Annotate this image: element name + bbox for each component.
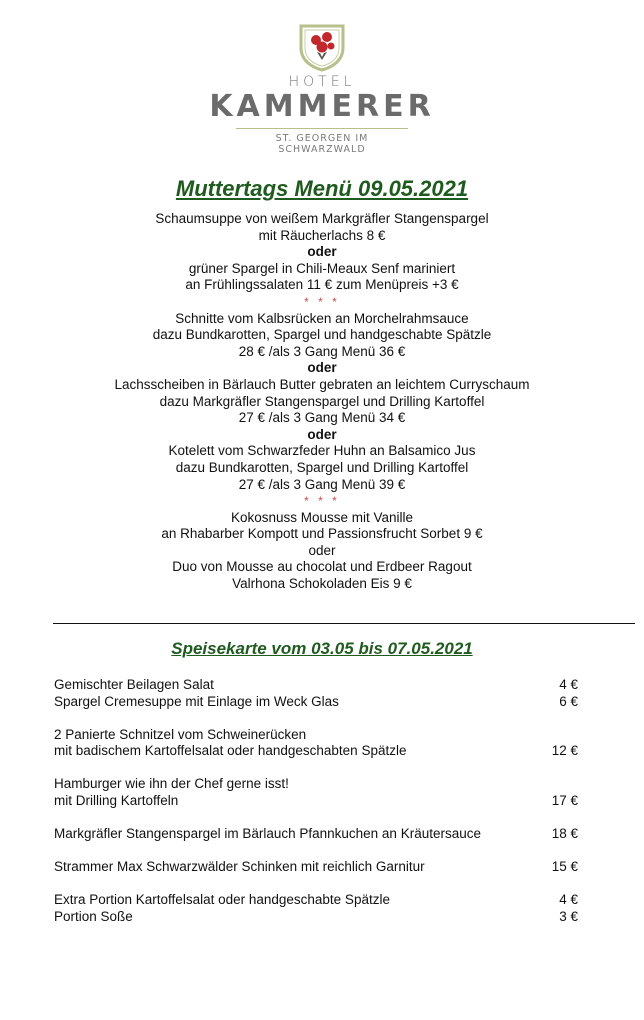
menu-line: Schnitte vom Kalbsrücken an Morchelrahmsauce: [175, 310, 469, 326]
menu-line: grüner Spargel in Chili-Meaux Senf mariniert: [188, 260, 456, 276]
menu-line: Duo von Mousse au chocolat und Erdbeer Ragout: [172, 559, 472, 575]
menu-or-label: oder: [307, 426, 337, 442]
menu-line: 27 € /als 3 Gang Menü 39 €: [238, 476, 406, 492]
menu-item-price: 12 €: [551, 743, 578, 759]
menu-item-price: 4 €: [559, 892, 578, 908]
menu-item-group: [54, 776, 578, 809]
menu-item-price: 6 €: [559, 693, 578, 709]
menu-item-row: [54, 677, 578, 694]
menu-line: dazu Markgräfler Stangenspargel und Drilling Kartoffel: [159, 393, 485, 409]
menu-item-row: [54, 694, 578, 711]
menu-item-price: 18 €: [551, 826, 578, 842]
menu-or-label: oder: [307, 360, 337, 376]
menu-line: mit Räucherlachs 8 €: [258, 227, 386, 243]
section-divider: [53, 623, 635, 624]
menu-item-price: 3 €: [559, 908, 578, 924]
menu-item-text: Hamburger wie ihn der Chef gerne isst!: [54, 776, 289, 792]
menu-line: oder: [308, 542, 336, 558]
menu-line: an Rhabarber Kompott und Passionsfrucht Sorbet 9 €: [161, 526, 483, 542]
menu-line: 28 € /als 3 Gang Menü 36 €: [238, 343, 406, 359]
hotel-crest-icon: [297, 22, 347, 72]
menu-line: an Frühlingssalaten 11 € zum Menüpreis +3 €: [185, 277, 459, 293]
menu-item-text: 2 Panierte Schnitzel vom Schweinerücken: [54, 726, 307, 742]
menu-line: Kokosnuss Mousse mit Vanille: [230, 509, 414, 525]
menu-item-group: [54, 727, 578, 760]
mothers-day-menu: [0, 175, 644, 593]
menu-item-row: [54, 859, 578, 876]
menu-item-text: Spargel Cremesuppe mit Einlage im Weck Glas: [54, 693, 339, 709]
special-menu-lines: [0, 211, 644, 593]
menu-item-group: [54, 826, 578, 843]
menu-line: dazu Bundkarotten, Spargel und handgeschabte Spätzle: [152, 327, 492, 343]
menu-item-text: Portion Soße: [54, 908, 133, 924]
weekly-menu: [54, 677, 578, 942]
menu-item-row: [54, 892, 578, 909]
menu-item-row: [54, 826, 578, 843]
menu-line: Kotelett vom Schwarzfeder Huhn an Balsamico Jus: [168, 443, 476, 459]
hotel-logo: [0, 22, 644, 157]
menu-item-text: Strammer Max Schwarzwälder Schinken mit reichlich Garnitur: [54, 859, 425, 875]
menu-item-row: [54, 727, 578, 744]
menu-item-row: [54, 743, 578, 760]
menu-item-group: [54, 859, 578, 876]
menu-item-price: 4 €: [559, 677, 578, 692]
logo-brand-name: KAMMERER: [209, 89, 435, 124]
menu-item-row: [54, 776, 578, 793]
menu-item-row: [54, 793, 578, 810]
menu-or-label: oder: [307, 244, 337, 260]
menu-item-price: 17 €: [551, 792, 578, 808]
menu-item-text: mit badischem Kartoffelsalat oder handgeschabten Spätzle: [54, 743, 407, 759]
course-separator: * * *: [304, 494, 340, 509]
special-menu-title: Muttertags Menü 09.05.2021: [175, 176, 469, 201]
menu-item-text: Markgräfler Stangenspargel im Bärlauch Pfannkuchen an Kräutersauce: [54, 826, 481, 842]
menu-item-group: [54, 892, 578, 925]
menu-line: 27 € /als 3 Gang Menü 34 €: [238, 410, 406, 426]
menu-item-text: Extra Portion Kartoffelsalat oder handgeschabte Spätzle: [54, 892, 390, 908]
menu-item-group: [54, 677, 578, 710]
menu-line: dazu Bundkarotten, Spargel und Drilling Kartoffel: [175, 459, 469, 475]
menu-line: Schaumsuppe von weißem Markgräfler Stangenspargel: [155, 211, 489, 226]
logo-tagline: ST. GEORGEN IM SCHWARZWALD: [236, 128, 408, 155]
menu-item-text: Gemischter Beilagen Salat: [54, 677, 214, 692]
logo-hotel-word: HOTEL: [288, 74, 356, 90]
course-separator: * * *: [304, 294, 340, 309]
menu-item-row: [54, 909, 578, 926]
menu-line: Valrhona Schokoladen Eis 9 €: [232, 576, 412, 592]
menu-line: Lachsscheiben in Bärlauch Butter gebraten an leichtem Curryschaum: [114, 376, 530, 392]
weekly-menu-title: Speisekarte vom 03.05 bis 07.05.2021: [171, 639, 473, 658]
menu-item-price: 15 €: [551, 859, 578, 875]
menu-item-text: mit Drilling Kartoffeln: [54, 792, 179, 808]
